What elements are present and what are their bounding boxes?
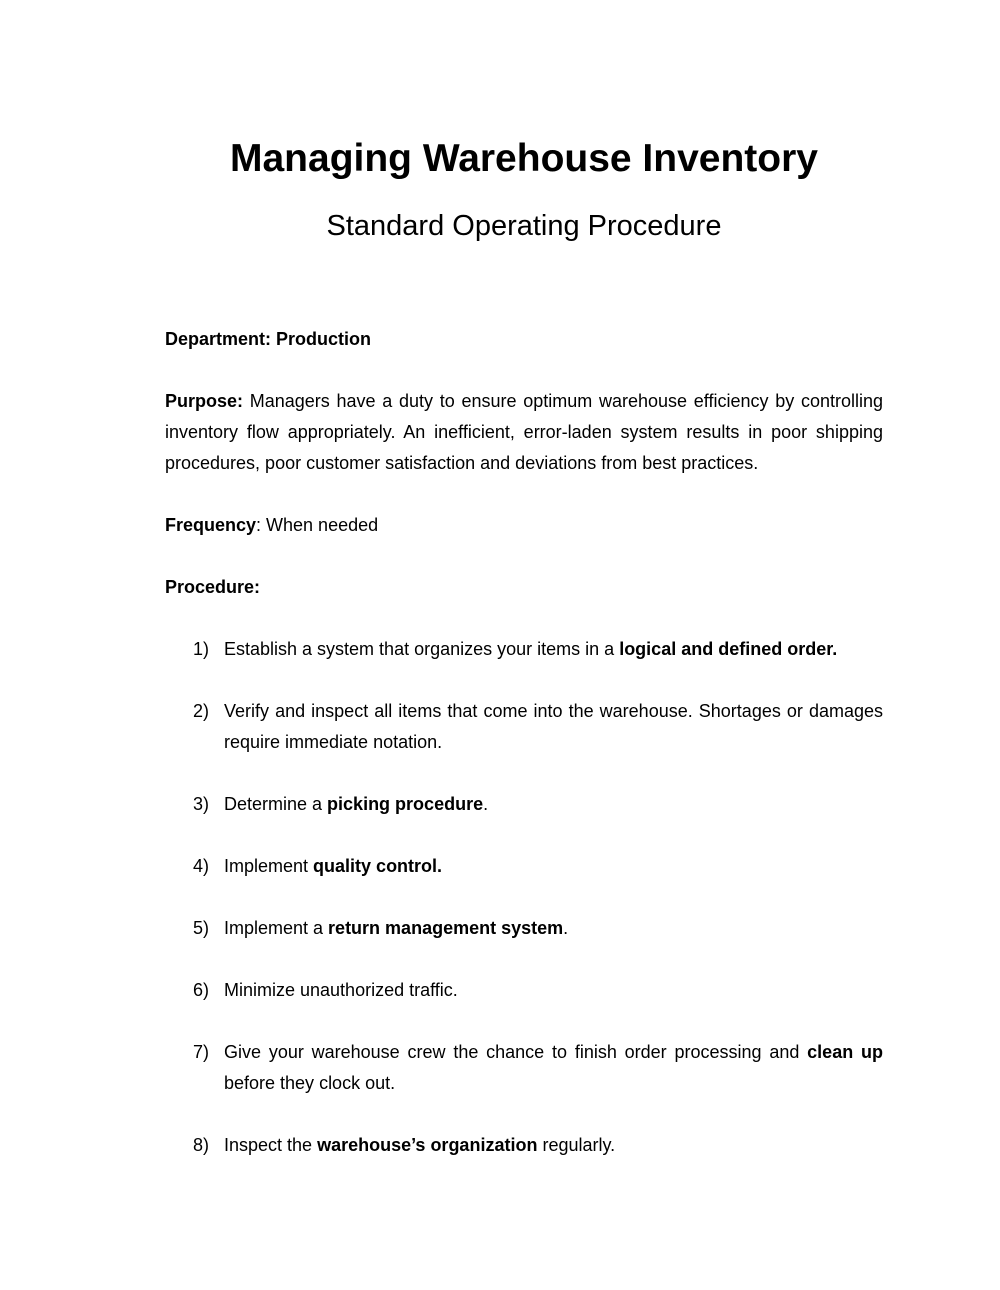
procedure-step xyxy=(165,696,883,758)
procedure-heading xyxy=(165,572,883,603)
bold-text-run: quality control. xyxy=(313,856,443,876)
procedure-step xyxy=(165,975,883,1006)
procedure-step xyxy=(165,913,883,944)
step-number: 7) xyxy=(193,1042,210,1062)
step-number: 4) xyxy=(193,856,210,876)
step-text xyxy=(224,696,883,758)
bold-text-run: Frequency xyxy=(165,515,257,535)
bold-text-run: return management system xyxy=(328,918,564,938)
step-text xyxy=(224,1130,883,1161)
step-number: 3) xyxy=(193,794,210,814)
procedure-step xyxy=(165,851,883,882)
step-text xyxy=(224,851,883,882)
text-run: Establish a system that organizes your items in a xyxy=(224,639,620,659)
step-text xyxy=(224,789,883,820)
step-text xyxy=(224,975,883,1006)
text-run: . xyxy=(483,794,489,814)
procedure-step xyxy=(165,1130,883,1161)
bold-text-run: clean up xyxy=(807,1042,883,1062)
text-run: regularly. xyxy=(537,1135,616,1155)
bold-text-run: Purpose: xyxy=(165,391,250,411)
bold-text-run: picking procedure xyxy=(327,794,484,814)
step-number: 8) xyxy=(193,1135,210,1155)
frequency-line xyxy=(165,510,883,541)
purpose-paragraph xyxy=(165,386,883,479)
procedure-list xyxy=(165,634,883,1161)
step-number: 5) xyxy=(193,918,210,938)
procedure-step xyxy=(165,1037,883,1099)
text-run: Implement a xyxy=(224,918,329,938)
step-text xyxy=(224,634,883,665)
bold-text-run: logical and defined order. xyxy=(619,639,838,659)
procedure-step xyxy=(165,634,883,665)
bold-text-run: Procedure: xyxy=(165,577,261,597)
text-run: Give your warehouse crew the chance to finish order processing and xyxy=(224,1042,808,1062)
text-run: Determine a xyxy=(224,794,328,814)
text-run: Verify and inspect all items that come into the warehouse. Shortages or damages require immediate notation. xyxy=(224,701,883,752)
text-run: before they clock out. xyxy=(224,1073,396,1093)
bold-text-run: warehouse’s organization xyxy=(317,1135,538,1155)
department-line xyxy=(165,324,883,355)
bold-text-run: Department: Production xyxy=(165,329,372,349)
step-number: 2) xyxy=(193,701,210,721)
text-run: Inspect the xyxy=(224,1135,318,1155)
text-run: Implement xyxy=(224,856,314,876)
text-run: : When needed xyxy=(256,515,379,535)
text-run: . xyxy=(563,918,569,938)
text-run: Minimize unauthorized traffic. xyxy=(224,980,458,1000)
step-text xyxy=(224,1037,883,1099)
step-number: 6) xyxy=(193,980,210,1000)
document-subtitle: Standard Operating Procedure xyxy=(326,210,722,242)
procedure-step xyxy=(165,789,883,820)
text-run: Managers have a duty to ensure optimum warehouse efficiency by controlling inventory flow appropriately. An inefficient, error-laden system results in poor shipping procedures, poor customer satisfaction and deviations from best practices. xyxy=(165,391,884,473)
document-title: Managing Warehouse Inventory xyxy=(230,137,818,180)
step-number: 1) xyxy=(193,639,210,659)
step-text xyxy=(224,913,883,944)
